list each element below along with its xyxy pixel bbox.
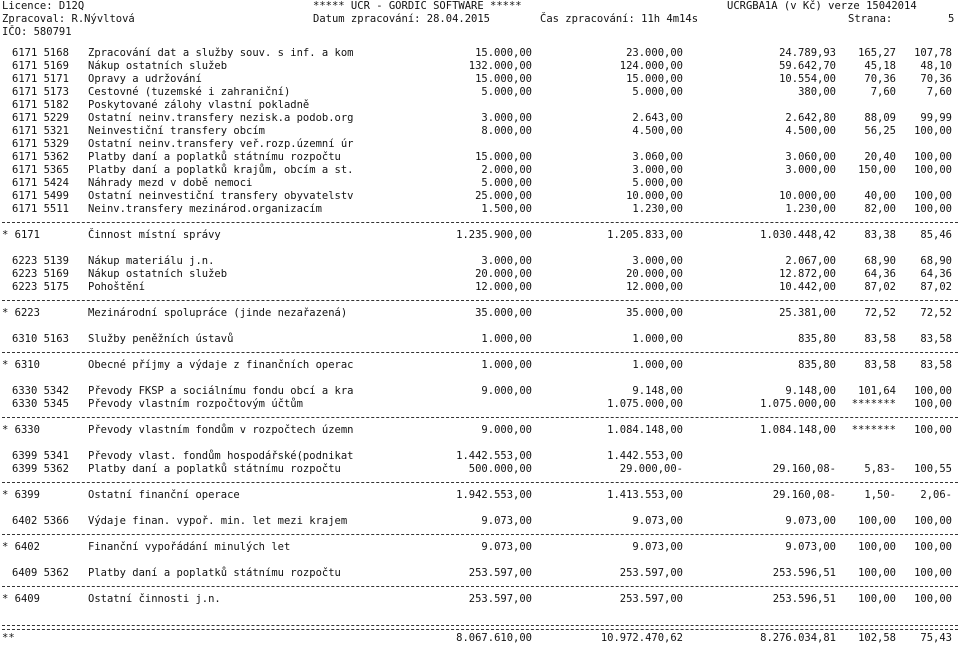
cell-v1: 1.500,00 [481, 203, 532, 215]
cell-v1: 132.000,00 [468, 60, 532, 72]
cell-code: * 6223 [2, 307, 40, 319]
cell-v2: 10.000,00 [626, 190, 683, 202]
cell-code: 6171 5329 [12, 138, 69, 150]
table-row [0, 450, 960, 463]
cell-p1: 70,36 [864, 73, 896, 85]
cell-p1: ******* [851, 398, 896, 410]
separator-line [0, 216, 960, 229]
cell-v3: 1.084.148,00 [760, 424, 836, 436]
cell-v1: 1.442.553,00 [456, 450, 532, 462]
cell-v1: 8.067.610,00 [456, 632, 532, 644]
blank-row [0, 320, 960, 333]
cell-name: Poskytované zálohy vlastní pokladně [88, 99, 310, 111]
cell-p1: 102,58 [858, 632, 896, 644]
cell-code: * 6409 [2, 593, 40, 605]
cell-code: * 6402 [2, 541, 40, 553]
cell-v2: 1.442.553,00 [607, 450, 683, 462]
cell-v2: 5.000,00 [632, 86, 683, 98]
cell-v3: 2.067,00 [785, 255, 836, 267]
subtotal-row [0, 359, 960, 372]
cell-v1: 15.000,00 [475, 151, 532, 163]
separator-line [0, 294, 960, 307]
cell-p1: 68,90 [864, 255, 896, 267]
cell-code: 6171 5169 [12, 60, 69, 72]
cell-v1: 20.000,00 [475, 268, 532, 280]
cell-v2: 3.000,00 [632, 164, 683, 176]
dashed-divider [2, 222, 958, 223]
cell-code: 6171 5321 [12, 125, 69, 137]
cell-p1: 45,18 [864, 60, 896, 72]
cell-v3: 10.554,00 [779, 73, 836, 85]
cell-p1: ******* [851, 424, 896, 436]
cell-v1: 9.000,00 [481, 424, 532, 436]
cell-p1: 87,02 [864, 281, 896, 293]
cell-name: Obecné příjmy a výdaje z finančních operac [88, 359, 354, 371]
subtotal-row [0, 541, 960, 554]
cell-p1: 100,00 [858, 567, 896, 579]
cell-p2: 100,00 [914, 398, 952, 410]
table-row [0, 73, 960, 86]
cell-p2: 75,43 [920, 632, 952, 644]
cell-v2: 29.000,00- [619, 463, 683, 475]
cell-v1: 1.000,00 [481, 333, 532, 345]
cell-name: Převody FKSP a sociálnímu fondu obcí a kra [88, 385, 354, 397]
cell-code: 6223 5139 [12, 255, 69, 267]
cell-v2: 253.597,00 [619, 593, 683, 605]
table-row [0, 60, 960, 73]
cell-code: 6171 5171 [12, 73, 69, 85]
subtotal-row [0, 593, 960, 606]
cell-v1: 3.000,00 [481, 112, 532, 124]
cell-name: Mezinárodní spolupráce (jinde nezařazená) [88, 307, 348, 319]
cell-p2: 100,55 [914, 463, 952, 475]
cell-name: Převody vlastním rozpočtovým účtům [88, 398, 303, 410]
separator-line [0, 346, 960, 359]
cell-v2: 12.000,00 [626, 281, 683, 293]
cell-p2: 100,00 [914, 541, 952, 553]
cell-v2: 4.500,00 [632, 125, 683, 137]
cell-code: * 6171 [2, 229, 40, 241]
separator-line [0, 580, 960, 593]
cell-name: Převody vlast. fondům hospodářské(podnikat [88, 450, 354, 462]
dashed-divider [2, 352, 958, 353]
cell-v2: 15.000,00 [626, 73, 683, 85]
cell-p2: 100,00 [914, 424, 952, 436]
cell-v1: 253.597,00 [468, 567, 532, 579]
cell-code: 6330 5345 [12, 398, 69, 410]
cell-p2: 7,60 [926, 86, 952, 98]
table-row [0, 203, 960, 216]
cell-p1: 100,00 [858, 515, 896, 527]
cell-v2: 1.205.833,00 [607, 229, 683, 241]
cell-v3: 29.160,08- [772, 489, 836, 501]
subtotal-row [0, 229, 960, 242]
separator-line [0, 528, 960, 541]
cell-v3: 835,80 [798, 333, 836, 345]
cell-v2: 20.000,00 [626, 268, 683, 280]
cell-v3: 25.381,00 [779, 307, 836, 319]
subtotal-row [0, 307, 960, 320]
cell-code: 6223 5169 [12, 268, 69, 280]
cell-v1: 5.000,00 [481, 177, 532, 189]
subtotal-row [0, 489, 960, 502]
cell-p1: 20,40 [864, 151, 896, 163]
cell-p2: 70,36 [920, 73, 952, 85]
cell-code: 6171 5229 [12, 112, 69, 124]
dashed-divider [2, 300, 958, 301]
report-header [0, 0, 960, 47]
cell-p2: 2,06- [920, 489, 952, 501]
cell-p2: 100,00 [914, 567, 952, 579]
cell-p1: 56,25 [864, 125, 896, 137]
cell-code: 6399 5341 [12, 450, 69, 462]
cell-p2: 48,10 [920, 60, 952, 72]
cell-name: Opravy a udržování [88, 73, 202, 85]
cell-name: Náhrady mezd v době nemoci [88, 177, 253, 189]
cell-name: Platby daní a poplatků krajům, obcím a st. [88, 164, 354, 176]
cell-name: Činnost místní správy [88, 229, 221, 241]
cell-v3: 10.442,00 [779, 281, 836, 293]
cell-p2: 83,58 [920, 333, 952, 345]
cell-code: 6402 5366 [12, 515, 69, 527]
cell-p1: 72,52 [864, 307, 896, 319]
table-row [0, 385, 960, 398]
cell-code: 6310 5163 [12, 333, 69, 345]
cell-p1: 101,64 [858, 385, 896, 397]
cell-name: Ostatní neinv.transfery nezisk.a podob.org [88, 112, 354, 124]
cell-v3: 253.596,51 [772, 593, 836, 605]
table-row [0, 190, 960, 203]
cell-name: Služby peněžních ústavů [88, 333, 234, 345]
cell-v2: 35.000,00 [626, 307, 683, 319]
cell-v3: 1.030.448,42 [760, 229, 836, 241]
cell-name: Převody vlastním fondům v rozpočtech územn [88, 424, 354, 436]
cell-v3: 3.000,00 [785, 164, 836, 176]
cell-v2: 124.000,00 [619, 60, 683, 72]
cell-p1: 1,50- [864, 489, 896, 501]
cell-code: 6171 5362 [12, 151, 69, 163]
cell-v2: 3.060,00 [632, 151, 683, 163]
cell-p1: 83,58 [864, 359, 896, 371]
cell-v3: 9.073,00 [785, 515, 836, 527]
cell-v1: 1.942.553,00 [456, 489, 532, 501]
cell-p2: 100,00 [914, 593, 952, 605]
cell-p2: 64,36 [920, 268, 952, 280]
cell-v2: 9.073,00 [632, 515, 683, 527]
cell-name: Ostatní neinvestiční transfery obyvatelstv [88, 190, 354, 202]
cell-name: Ostatní činnosti j.n. [88, 593, 221, 605]
cell-p2: 100,00 [914, 125, 952, 137]
cell-code: 6223 5175 [12, 281, 69, 293]
cell-v1: 8.000,00 [481, 125, 532, 137]
cell-name: Cestovné (tuzemské i zahraniční) [88, 86, 291, 98]
cell-p1: 100,00 [858, 541, 896, 553]
cell-v3: 29.160,08- [772, 463, 836, 475]
cell-v3: 253.596,51 [772, 567, 836, 579]
cell-v1: 2.000,00 [481, 164, 532, 176]
cell-p2: 107,78 [914, 47, 952, 59]
table-row [0, 112, 960, 125]
cell-code: * 6399 [2, 489, 40, 501]
table-row [0, 567, 960, 580]
cell-name: Nákup ostatních služeb [88, 60, 228, 72]
table-row [0, 99, 960, 112]
cell-p2: 99,99 [920, 112, 952, 124]
separator-line [0, 411, 960, 424]
cell-p1: 40,00 [864, 190, 896, 202]
page-label: Strana: [848, 13, 893, 25]
cell-code: 6171 5511 [12, 203, 69, 215]
cell-p2: 68,90 [920, 255, 952, 267]
cell-p2: 87,02 [920, 281, 952, 293]
cell-v1: 9.073,00 [481, 541, 532, 553]
cell-v3: 3.060,00 [785, 151, 836, 163]
cell-v3: 1.075.000,00 [760, 398, 836, 410]
cell-v3: 380,00 [798, 86, 836, 98]
cell-v3: 2.642,80 [785, 112, 836, 124]
cell-v2: 10.972.470,62 [600, 632, 683, 644]
cell-name: Nákup ostatních služeb [88, 268, 228, 280]
blank-row [0, 606, 960, 619]
processing-time: Čas zpracování: 11h 4m14s [540, 13, 699, 25]
ico-label: IČO: 580791 [2, 26, 72, 38]
cell-v1: 3.000,00 [481, 255, 532, 267]
cell-name: Výdaje finan. vypoř. min. let mezi krajem [88, 515, 348, 527]
grand-total-row [0, 632, 960, 645]
cell-v3: 835,80 [798, 359, 836, 371]
licence-label: Licence: D12Q [2, 0, 85, 12]
cell-v3: 10.000,00 [779, 190, 836, 202]
cell-code: * 6310 [2, 359, 40, 371]
cell-p1: 165,27 [858, 47, 896, 59]
table-row [0, 177, 960, 190]
table-row [0, 125, 960, 138]
cell-code: ** [2, 632, 15, 644]
cell-code: 6171 5499 [12, 190, 69, 202]
cell-p1: 100,00 [858, 593, 896, 605]
table-row [0, 164, 960, 177]
dashed-divider [2, 482, 958, 483]
table-row [0, 515, 960, 528]
table-row [0, 333, 960, 346]
cell-p2: 100,00 [914, 203, 952, 215]
cell-v1: 1.000,00 [481, 359, 532, 371]
table-row [0, 47, 960, 60]
cell-p1: 64,36 [864, 268, 896, 280]
cell-p1: 150,00 [858, 164, 896, 176]
cell-code: 6330 5342 [12, 385, 69, 397]
dashed-divider [2, 586, 958, 587]
cell-v2: 9.148,00 [632, 385, 683, 397]
cell-p1: 88,09 [864, 112, 896, 124]
table-row [0, 398, 960, 411]
cell-v1: 25.000,00 [475, 190, 532, 202]
cell-name: Zpracování dat a služby souv. s inf. a kom [88, 47, 354, 59]
cell-v3: 1.230,00 [785, 203, 836, 215]
cell-code: 6409 5362 [12, 567, 69, 579]
cell-p2: 85,46 [920, 229, 952, 241]
cell-v2: 1.075.000,00 [607, 398, 683, 410]
cell-code: * 6330 [2, 424, 40, 436]
cell-v1: 5.000,00 [481, 86, 532, 98]
cell-name: Pohoštění [88, 281, 145, 293]
page-number: 5 [948, 13, 955, 25]
cell-v3: 4.500,00 [785, 125, 836, 137]
cell-p2: 83,58 [920, 359, 952, 371]
cell-code: 6171 5168 [12, 47, 69, 59]
cell-p1: 83,58 [864, 333, 896, 345]
cell-p2: 100,00 [914, 151, 952, 163]
cell-p2: 72,52 [920, 307, 952, 319]
cell-p2: 100,00 [914, 515, 952, 527]
cell-v2: 1.413.553,00 [607, 489, 683, 501]
table-row [0, 281, 960, 294]
cell-v1: 12.000,00 [475, 281, 532, 293]
cell-v1: 9.000,00 [481, 385, 532, 397]
cell-name: Finanční vypořádání minulých let [88, 541, 291, 553]
subtotal-row [0, 424, 960, 437]
cell-v1: 15.000,00 [475, 73, 532, 85]
report-code: UCRGBA1A (v Kč) verze 15042014 [727, 0, 917, 12]
product-title: ***** UCR - GORDIC SOFTWARE ***** [313, 0, 522, 12]
cell-v2: 23.000,00 [626, 47, 683, 59]
blank-row [0, 554, 960, 567]
table-row [0, 86, 960, 99]
separator-line [0, 619, 960, 632]
cell-code: 6171 5173 [12, 86, 69, 98]
cell-code: 6171 5424 [12, 177, 69, 189]
cell-v3: 8.276.034,81 [760, 632, 836, 644]
cell-name: Platby daní a poplatků státnímu rozpočtu [88, 151, 341, 163]
cell-p1: 5,83- [864, 463, 896, 475]
cell-v1: 35.000,00 [475, 307, 532, 319]
cell-v3: 59.642,70 [779, 60, 836, 72]
cell-p1: 83,38 [864, 229, 896, 241]
cell-v2: 1.230,00 [632, 203, 683, 215]
cell-v2: 253.597,00 [619, 567, 683, 579]
cell-name: Ostatní neinv.transfery veř.rozp.územní úr [88, 138, 354, 150]
cell-p1: 7,60 [870, 86, 896, 98]
processing-date: Datum zpracování: 28.04.2015 [313, 13, 491, 25]
cell-v3: 9.073,00 [785, 541, 836, 553]
dashed-divider [2, 534, 958, 535]
cell-code: 6171 5182 [12, 99, 69, 111]
table-row [0, 268, 960, 281]
table-row [0, 255, 960, 268]
cell-name: Neinv.transfery mezinárod.organizacím [88, 203, 322, 215]
blank-row [0, 372, 960, 385]
cell-v3: 12.872,00 [779, 268, 836, 280]
cell-v3: 9.148,00 [785, 385, 836, 397]
cell-v2: 1.084.148,00 [607, 424, 683, 436]
table-row [0, 463, 960, 476]
cell-v2: 1.000,00 [632, 359, 683, 371]
cell-name: Neinvestiční transfery obcím [88, 125, 266, 137]
cell-p2: 100,00 [914, 164, 952, 176]
blank-row [0, 242, 960, 255]
separator-line [0, 476, 960, 489]
cell-v1: 1.235.900,00 [456, 229, 532, 241]
cell-v3: 24.789,93 [779, 47, 836, 59]
cell-v1: 253.597,00 [468, 593, 532, 605]
cell-name: Platby daní a poplatků státnímu rozpočtu [88, 567, 341, 579]
cell-v1: 15.000,00 [475, 47, 532, 59]
cell-v1: 9.073,00 [481, 515, 532, 527]
table-row [0, 138, 960, 151]
cell-name: Ostatní finanční operace [88, 489, 240, 501]
cell-p1: 82,00 [864, 203, 896, 215]
cell-v2: 9.073,00 [632, 541, 683, 553]
cell-code: 6171 5365 [12, 164, 69, 176]
table-row [0, 151, 960, 164]
cell-p2: 100,00 [914, 190, 952, 202]
cell-v2: 1.000,00 [632, 333, 683, 345]
cell-code: 6399 5362 [12, 463, 69, 475]
report-table [0, 47, 960, 645]
cell-p2: 100,00 [914, 385, 952, 397]
blank-row [0, 437, 960, 450]
processor-label: Zpracoval: R.Nývltová [2, 13, 135, 25]
blank-row [0, 502, 960, 515]
dashed-divider [2, 625, 958, 626]
cell-name: Platby daní a poplatků státnímu rozpočtu [88, 463, 341, 475]
cell-v2: 3.000,00 [632, 255, 683, 267]
cell-v2: 2.643,00 [632, 112, 683, 124]
cell-name: Nákup materiálu j.n. [88, 255, 215, 267]
cell-v1: 500.000,00 [468, 463, 532, 475]
cell-v2: 5.000,00 [632, 177, 683, 189]
dashed-divider [2, 417, 958, 418]
